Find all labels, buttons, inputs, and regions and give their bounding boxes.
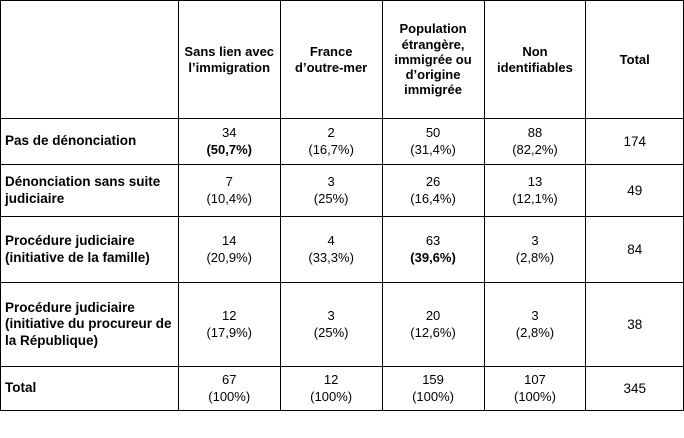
cell-count: 3 (531, 233, 539, 249)
cell-r1-c3 (484, 165, 586, 217)
cell-r3-c2 (382, 283, 484, 367)
cell-count: 12 (323, 372, 339, 388)
cell-r4-c0 (178, 367, 280, 411)
cell-r3-c3 (484, 283, 586, 367)
cell-r2-total: 84 (586, 217, 684, 283)
cell-r2-c1 (280, 217, 382, 283)
cell-count: 14 (222, 233, 237, 249)
cell-r0-c3 (484, 119, 586, 165)
cell-r3-c0 (178, 283, 280, 367)
cell-count: 67 (222, 372, 237, 388)
cell-count: 4 (327, 233, 335, 249)
cell-r1-total: 49 (586, 165, 684, 217)
row-label-total: Total (1, 367, 179, 411)
cell-r2-c0 (178, 217, 280, 283)
cell-r1-c2 (382, 165, 484, 217)
cell-percent: (12,6%) (410, 324, 456, 340)
cell-r1-c1 (280, 165, 382, 217)
cell-r2-c3 (484, 217, 586, 283)
cell-count: 159 (422, 372, 444, 388)
cell-count: 3 (531, 308, 539, 324)
cell-percent: (16,4%) (410, 190, 456, 206)
cell-percent: (33,3%) (308, 249, 354, 265)
cell-r4-c3 (484, 367, 586, 411)
cell-r1-c0 (178, 165, 280, 217)
table-row (1, 217, 684, 283)
column-header-total: Total (586, 1, 684, 119)
column-header-population-etrangere: Population étrangère, immigrée ou d’origine immigrée (382, 1, 484, 119)
cell-percent: (100%) (513, 388, 556, 404)
row-label-procedure-judiciaire-famille: Procédure judiciaire (initiative de la famille) (1, 217, 179, 283)
cell-count: 50 (425, 125, 441, 141)
cell-r4-c2 (382, 367, 484, 411)
cell-count: 26 (425, 174, 441, 190)
cell-percent: (20,9%) (206, 249, 252, 265)
cell-percent: (100%) (412, 388, 454, 404)
column-header-sans-lien: Sans lien avec l’immigration (178, 1, 280, 119)
cell-percent: (10,4%) (206, 190, 252, 206)
cell-count: 63 (425, 233, 441, 249)
column-header-france-outre-mer: France d’outre-mer (280, 1, 382, 119)
cell-count: 7 (225, 174, 233, 190)
cell-r3-total: 38 (586, 283, 684, 367)
cell-percent: (2,8%) (515, 324, 555, 340)
cell-count: 34 (222, 125, 237, 141)
table-header-row (1, 1, 684, 119)
table-row-total (1, 367, 684, 411)
table-row (1, 119, 684, 165)
row-label-denonciation-sans-suite: Dénonciation sans suite judiciaire (1, 165, 179, 217)
cell-r3-c1 (280, 283, 382, 367)
cell-percent: (2,8%) (515, 249, 555, 265)
cell-percent: (82,2%) (512, 141, 558, 157)
cell-count: 20 (425, 308, 441, 324)
column-header-non-identifiables: Non identifiables (484, 1, 586, 119)
cell-percent: (31,4%) (410, 141, 456, 157)
cell-percent: (100%) (310, 388, 353, 404)
table-row (1, 283, 684, 367)
cell-percent: (39,6%) (410, 249, 456, 265)
cell-r0-total: 174 (586, 119, 684, 165)
cell-percent: (25%) (313, 324, 349, 340)
cell-percent: (16,7%) (308, 141, 354, 157)
row-label-procedure-judiciaire-procureur: Procédure judiciaire (initiative du procureur de la République) (1, 283, 179, 367)
row-label-pas-de-denonciation: Pas de dénonciation (1, 119, 179, 165)
cell-count: 3 (327, 174, 335, 190)
table-corner-cell (1, 1, 179, 119)
cell-percent: (12,1%) (512, 190, 558, 206)
cell-r4-total: 345 (586, 367, 684, 411)
cell-r0-c0 (178, 119, 280, 165)
cell-percent: (17,9%) (206, 324, 252, 340)
cell-count: 88 (527, 125, 543, 141)
cell-r4-c1 (280, 367, 382, 411)
cell-r0-c1 (280, 119, 382, 165)
cell-percent: (100%) (208, 388, 251, 404)
cell-count: 13 (527, 174, 543, 190)
cell-count: 12 (222, 308, 237, 324)
table-row (1, 165, 684, 217)
cell-percent: (50,7%) (206, 141, 252, 157)
cell-percent: (25%) (313, 190, 349, 206)
cell-count: 107 (524, 372, 546, 388)
cell-r0-c2 (382, 119, 484, 165)
cell-count: 2 (327, 125, 335, 141)
cell-count: 3 (327, 308, 335, 324)
cell-r2-c2 (382, 217, 484, 283)
